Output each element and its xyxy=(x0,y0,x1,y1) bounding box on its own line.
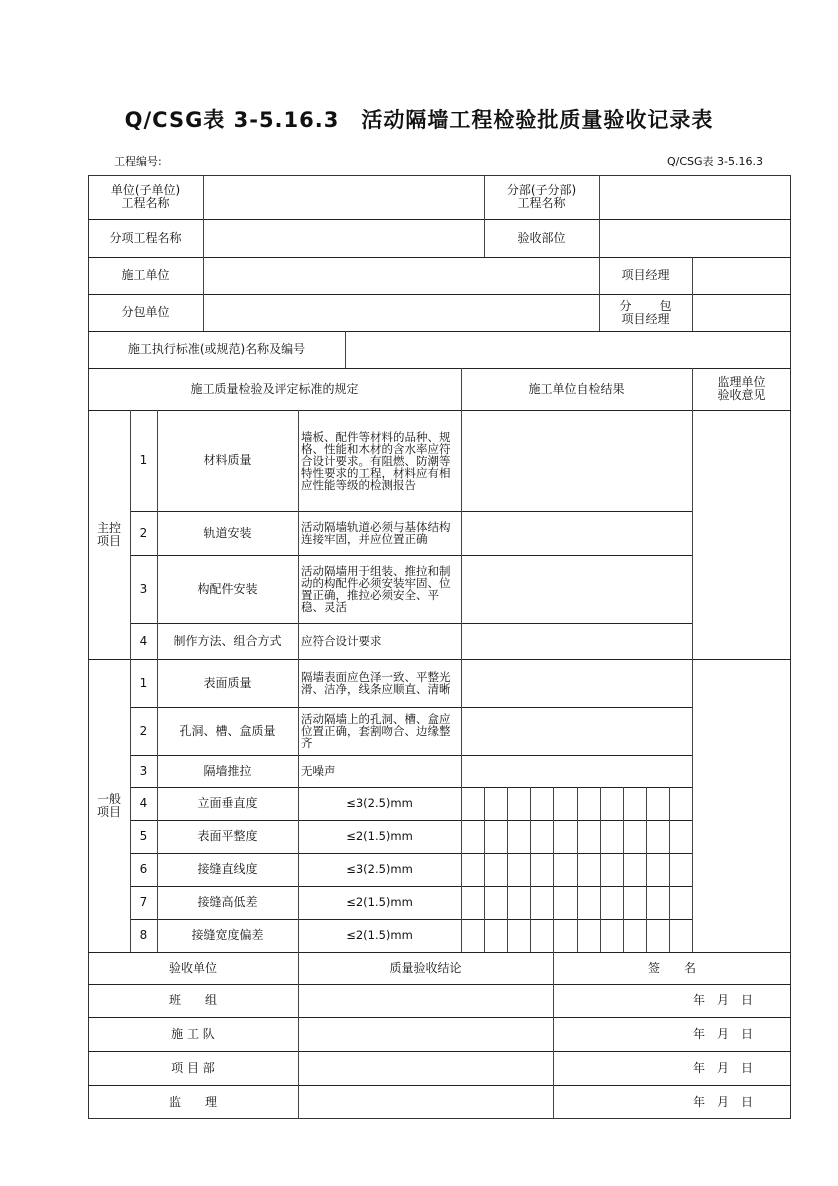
measurement-cell[interactable] xyxy=(553,886,576,919)
measurement-cell[interactable] xyxy=(553,787,576,820)
contractor-field[interactable] xyxy=(203,257,599,294)
item-standard: 活动隔墙用于组装、推拉和制动的构配件必须安装牢固、位置正确，推拉必须安全、平稳、灵活 xyxy=(301,564,451,614)
measurement-cell[interactable] xyxy=(669,853,692,886)
sub-part-label-line1: 分部(子分部) xyxy=(506,183,577,197)
measurement-cell[interactable] xyxy=(461,820,484,853)
acceptance-conclusion-header: 质量验收结论 xyxy=(389,960,462,975)
measurement-cell[interactable] xyxy=(530,853,553,886)
main-control-category xyxy=(88,410,130,659)
self-check-result[interactable] xyxy=(461,707,692,755)
supervisor-opinion-main[interactable] xyxy=(692,410,791,659)
measurement-cell[interactable] xyxy=(646,853,669,886)
item-name: 接缝高低差 xyxy=(197,895,258,909)
item-standard: 活动隔墙上的孔洞、槽、盒应位置正确，套割吻合、边缘整齐 xyxy=(301,712,451,750)
measurement-cell[interactable] xyxy=(646,820,669,853)
item-number: 1 xyxy=(139,675,148,690)
general-label-line2: 项目 xyxy=(96,804,121,819)
sub-part-field[interactable] xyxy=(599,175,791,219)
item-name: 接缝宽度偏差 xyxy=(191,928,264,942)
acceptance-conclusion-field[interactable] xyxy=(298,1051,553,1085)
item-standard: 无噪声 xyxy=(301,764,336,778)
item-number: 5 xyxy=(139,829,148,843)
item-name: 表面质量 xyxy=(203,675,252,690)
unit-name-label-line1: 单位(子单位) xyxy=(110,183,181,197)
item-name: 接缝直线度 xyxy=(197,862,258,876)
acceptance-conclusion-field[interactable] xyxy=(298,1017,553,1051)
item-number: 2 xyxy=(139,525,148,540)
item-standard: 墙板、配件等材料的品种、规格、性能和木材的含水率应符合设计要求。有阻燃、防潮等特性要求的工程，材料应有相应性能等级的检测报告 xyxy=(301,429,451,492)
acceptance-unit-header: 验收单位 xyxy=(168,960,217,975)
measurement-cell[interactable] xyxy=(623,820,646,853)
self-check-result[interactable] xyxy=(461,623,692,659)
standard-field[interactable] xyxy=(345,331,791,368)
item-number: 1 xyxy=(139,453,148,467)
supervisor-header-line1: 监理单位 xyxy=(717,375,766,389)
measurement-cell[interactable] xyxy=(600,787,623,820)
item-name: 隔墙推拉 xyxy=(203,763,252,778)
measurement-cell[interactable] xyxy=(530,919,553,952)
measurement-cell[interactable] xyxy=(623,787,646,820)
self-check-result[interactable] xyxy=(461,410,692,511)
sub-pm-label xyxy=(599,294,692,331)
measurement-cell[interactable] xyxy=(461,853,484,886)
acceptance-conclusion-field[interactable] xyxy=(298,984,553,1017)
sub-part-label xyxy=(484,175,599,219)
measurement-cell[interactable] xyxy=(577,919,600,952)
self-check-result[interactable] xyxy=(461,555,692,623)
measurement-cell[interactable] xyxy=(669,919,692,952)
measurement-cell[interactable] xyxy=(553,820,576,853)
item-name: 轨道安装 xyxy=(203,525,252,540)
item-number: 8 xyxy=(139,928,148,942)
measurement-cell[interactable] xyxy=(507,787,530,820)
measurement-cell[interactable] xyxy=(623,886,646,919)
measurement-cell[interactable] xyxy=(600,886,623,919)
self-check-result[interactable] xyxy=(461,511,692,555)
measurement-cell[interactable] xyxy=(530,787,553,820)
measurement-cell[interactable] xyxy=(484,919,507,952)
item-tolerance: ≤3(2.5)mm xyxy=(346,862,413,876)
pm-label: 项目经理 xyxy=(621,268,670,282)
item-standard: 应符合设计要求 xyxy=(301,634,382,648)
sub-item-field[interactable] xyxy=(203,219,484,257)
unit-name-label-line2: 工程名称 xyxy=(121,196,170,210)
self-check-column-header: 施工单位自检结果 xyxy=(528,381,625,396)
sub-pm-label-part-a: 分 xyxy=(619,298,632,313)
item-name: 立面垂直度 xyxy=(197,796,258,810)
item-number: 3 xyxy=(139,763,148,778)
form-code: Q/CSG表 3-5.16.3 xyxy=(666,155,763,168)
accept-part-field[interactable] xyxy=(599,219,791,257)
standard-label: 施工执行标准(或规范)名称及编号 xyxy=(127,342,306,356)
spec-column-header: 施工质量检验及评定标准的规定 xyxy=(190,381,359,396)
acceptance-date: 年 月 日 xyxy=(692,1094,753,1109)
sub-pm-field[interactable] xyxy=(692,294,791,331)
measurement-cell[interactable] xyxy=(484,886,507,919)
supervisor-column-header xyxy=(692,368,791,410)
item-name: 材料质量 xyxy=(203,453,252,467)
acceptance-date: 年 月 日 xyxy=(692,1060,753,1075)
measurement-cell[interactable] xyxy=(553,919,576,952)
measurement-cell[interactable] xyxy=(577,853,600,886)
item-tolerance: ≤2(1.5)mm xyxy=(346,829,413,843)
sub-item-label: 分项工程名称 xyxy=(109,230,182,245)
supervisor-header-line2: 验收意见 xyxy=(717,388,766,402)
item-name: 构配件安装 xyxy=(197,581,258,596)
pm-field[interactable] xyxy=(692,257,791,294)
measurement-cell[interactable] xyxy=(669,787,692,820)
item-standard: 隔墙表面应色泽一致、平整光滑、洁净，线条应顺直、清晰 xyxy=(301,670,451,696)
measurement-cell[interactable] xyxy=(461,886,484,919)
measurement-cell[interactable] xyxy=(600,820,623,853)
general-label-line1: 一般 xyxy=(96,791,121,806)
accept-part-label: 验收部位 xyxy=(517,230,566,245)
item-number: 4 xyxy=(139,633,148,648)
measurement-cell[interactable] xyxy=(577,886,600,919)
measurement-cell[interactable] xyxy=(461,919,484,952)
measurement-cell[interactable] xyxy=(507,886,530,919)
acceptance-conclusion-field[interactable] xyxy=(298,1085,553,1119)
sub-part-label-line2: 工程名称 xyxy=(517,196,566,210)
self-check-result[interactable] xyxy=(461,755,692,787)
main-control-label-line1: 主控 xyxy=(96,520,121,535)
page-title: Q/CSG表 3-5.16.3 活动隔墙工程检验批质量验收记录表 xyxy=(124,108,714,132)
sub-pm-label-line2: 项目经理 xyxy=(621,311,670,326)
item-tolerance: ≤2(1.5)mm xyxy=(346,928,413,942)
measurement-cell[interactable] xyxy=(461,787,484,820)
sub-pm-label-part-b: 包 xyxy=(659,298,672,313)
measurement-cell[interactable] xyxy=(484,853,507,886)
acceptance-unit: 监 理 xyxy=(168,1094,217,1109)
measurement-cell[interactable] xyxy=(553,853,576,886)
measurement-cell[interactable] xyxy=(669,886,692,919)
contractor-label: 施工单位 xyxy=(121,268,170,282)
project-number-label: 工程编号: xyxy=(114,155,162,168)
item-number: 6 xyxy=(139,862,148,876)
measurement-cell[interactable] xyxy=(530,820,553,853)
subcontractor-field[interactable] xyxy=(203,294,599,331)
measurement-cell[interactable] xyxy=(484,820,507,853)
acceptance-unit: 施 工 队 xyxy=(171,1026,215,1041)
item-number: 2 xyxy=(139,723,148,738)
acceptance-unit: 项 目 部 xyxy=(171,1060,215,1075)
self-check-result[interactable] xyxy=(461,659,692,707)
measurement-cell[interactable] xyxy=(484,787,507,820)
item-tolerance: ≤2(1.5)mm xyxy=(346,895,413,909)
item-number: 4 xyxy=(139,796,148,810)
acceptance-unit: 班 组 xyxy=(168,993,217,1007)
supervisor-opinion-general[interactable] xyxy=(692,659,791,952)
item-tolerance: ≤3(2.5)mm xyxy=(346,796,413,810)
measurement-cell[interactable] xyxy=(623,919,646,952)
acceptance-date: 年 月 日 xyxy=(692,993,753,1007)
measurement-cell[interactable] xyxy=(600,853,623,886)
item-name: 表面平整度 xyxy=(197,829,258,843)
item-number: 3 xyxy=(139,581,148,596)
measurement-cell[interactable] xyxy=(507,820,530,853)
measurement-cell[interactable] xyxy=(507,919,530,952)
acceptance-date: 年 月 日 xyxy=(692,1026,753,1041)
general-category xyxy=(88,659,130,952)
unit-name-field[interactable] xyxy=(203,175,484,219)
measurement-cell[interactable] xyxy=(507,853,530,886)
measurement-cell[interactable] xyxy=(646,886,669,919)
unit-name-label xyxy=(88,175,203,219)
main-control-label-line2: 项目 xyxy=(96,533,121,548)
subcontractor-label: 分包单位 xyxy=(121,305,170,319)
measurement-cell[interactable] xyxy=(623,853,646,886)
measurement-cell[interactable] xyxy=(530,886,553,919)
measurement-cell[interactable] xyxy=(646,919,669,952)
item-number: 7 xyxy=(139,895,148,909)
item-name: 孔洞、槽、盒质量 xyxy=(179,723,276,738)
item-name: 制作方法、组合方式 xyxy=(173,633,282,648)
item-standard: 活动隔墙轨道必须与基体结构连接牢固，并应位置正确 xyxy=(301,520,451,546)
measurement-cell[interactable] xyxy=(646,787,669,820)
acceptance-sign-header: 签 名 xyxy=(647,960,696,975)
measurement-cell[interactable] xyxy=(669,820,692,853)
measurement-cell[interactable] xyxy=(577,820,600,853)
measurement-cell[interactable] xyxy=(600,919,623,952)
measurement-cell[interactable] xyxy=(577,787,600,820)
